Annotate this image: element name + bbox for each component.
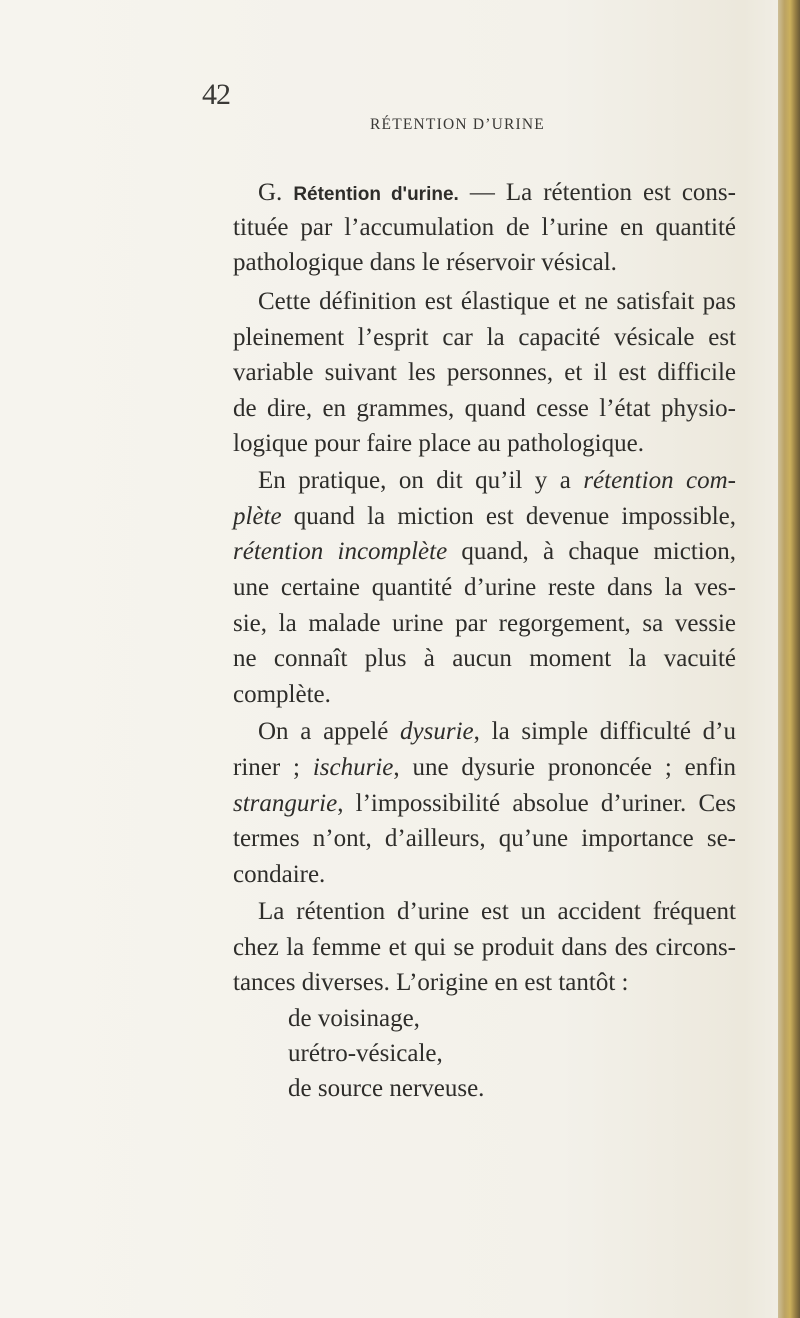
text-line: [233, 358, 736, 388]
italic-term: rétention incomplète: [233, 538, 448, 565]
text-run: condaire.: [233, 861, 326, 888]
text-run: , une dysurie prononcée ; enfin: [393, 754, 737, 781]
text-line: [258, 287, 736, 317]
text-run: variable suivant les personnes, et il est difficile: [233, 359, 736, 386]
text-run: complète.: [233, 681, 331, 708]
italic-term: rétention com-: [583, 467, 736, 494]
text-run: La rétention d’urine est un accident fréquent: [258, 898, 736, 925]
text-run: pathologique dans le réservoir vésical.: [233, 249, 617, 276]
text-run: quand, à chaque miction,: [447, 538, 736, 565]
text-run: de dire, en grammes, quand cesse l’état physio-: [233, 395, 736, 422]
text-line: [233, 753, 736, 783]
text-line: [233, 789, 736, 819]
text-line: [233, 248, 617, 278]
text-line: [233, 573, 736, 603]
text-line: [258, 897, 736, 927]
text-run: riner ;: [233, 754, 313, 781]
text-line: [258, 466, 736, 496]
text-run: , la simple difficulté d’u: [473, 718, 736, 745]
text-run: tituée par l’accumulation de l’urine en quantité: [233, 214, 736, 241]
italic-term: dysurie: [400, 718, 474, 745]
text-run: G.: [258, 179, 294, 206]
text-line: [233, 680, 331, 710]
text-run: — La rétention est cons-: [458, 179, 736, 206]
text-run: ne connaît plus à aucun moment la vacuité: [233, 645, 736, 672]
text-run: une certaine quantité d’urine reste dans la ves-: [233, 574, 736, 601]
text-run: de voisinage,: [288, 1005, 420, 1032]
text-run: pleinement l’esprit car la capacité vésicale est: [233, 324, 736, 351]
book-binding-edge: [778, 0, 800, 1318]
italic-term: ischurie: [312, 754, 394, 781]
text-run: En pratique, on dit qu’il y a: [258, 467, 584, 494]
text-line: [233, 502, 736, 532]
text-run: chez la femme et qui se produit dans des circons-: [233, 934, 736, 961]
italic-term: plète: [233, 503, 282, 530]
text-line: [258, 717, 736, 747]
text-line: [233, 860, 325, 890]
text-line: [288, 1039, 443, 1069]
text-run: termes n’ont, d’ailleurs, qu’une importance se-: [233, 825, 736, 852]
section-heading: Rétention d'urine.: [293, 184, 459, 205]
text-line: [288, 1004, 420, 1034]
text-line: [233, 933, 736, 963]
text-line: [233, 824, 736, 854]
text-line: [233, 323, 736, 353]
text-run: , l’impossibilité absolue d’uriner. Ces: [337, 790, 736, 817]
text-line: [288, 1074, 484, 1104]
text-run: quand la miction est devenue impossible,: [281, 503, 736, 530]
text-line: [233, 644, 736, 674]
text-line: [233, 968, 629, 998]
text-line: [233, 213, 736, 243]
italic-term: strangurie: [233, 790, 338, 817]
page-number: 42: [202, 78, 230, 111]
running-head: RÉTENTION D’URINE: [370, 116, 545, 133]
text-line: [233, 394, 736, 424]
text-run: urétro-vésicale,: [288, 1040, 443, 1067]
text-run: sie, la malade urine par regorgement, sa vessie: [233, 610, 736, 637]
text-run: logique pour faire place au pathologique.: [233, 430, 644, 457]
text-line: [233, 429, 644, 459]
text-line: [233, 609, 736, 639]
text-line: [258, 178, 736, 210]
text-run: tances diverses. L’origine en est tantôt :: [233, 969, 629, 996]
text-line: [233, 537, 736, 567]
text-run: Cette définition est élastique et ne satisfait pas: [258, 288, 736, 315]
text-run: de source nerveuse.: [288, 1075, 485, 1102]
text-run: On a appelé: [258, 718, 401, 745]
